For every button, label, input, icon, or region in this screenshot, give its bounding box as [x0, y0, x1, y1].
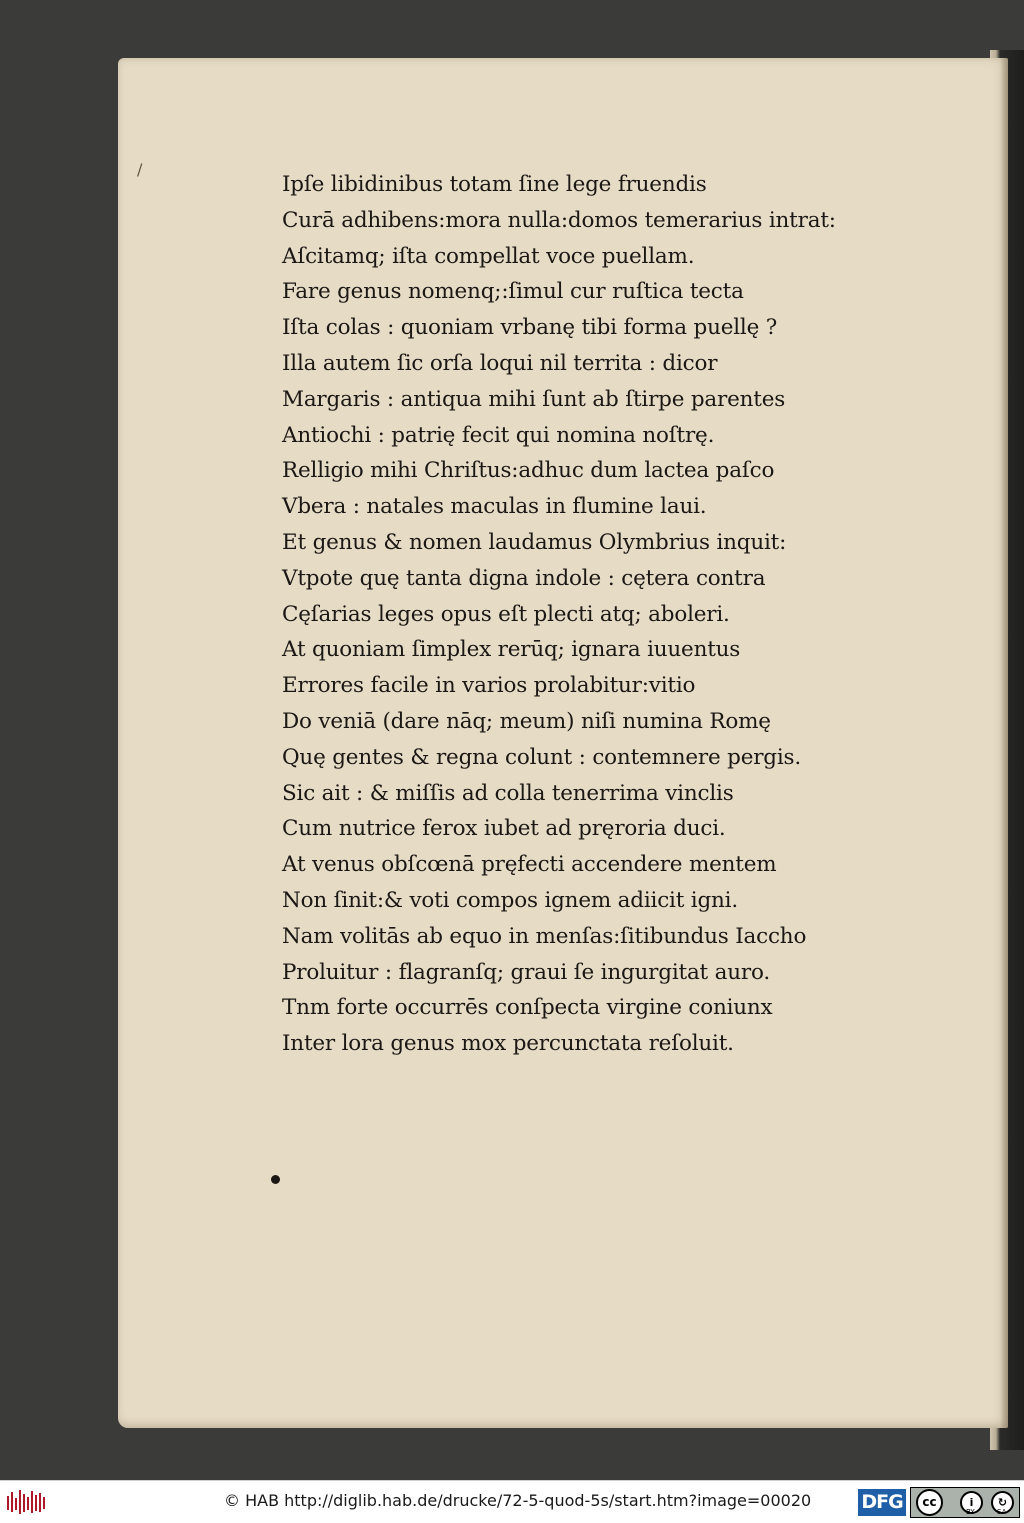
- attribution-link[interactable]: © HAB http://diglib.hab.de/drucke/72-5-quod-5s/start.htm?image=00020: [224, 1491, 812, 1510]
- cc-sa-label: SA: [997, 1508, 1007, 1516]
- verse-line-24: Tnm forte occurrēs conſpecta virgine coniunx: [282, 995, 773, 1021]
- hab-logo-icon: [6, 1488, 48, 1516]
- verse-line-15: Errores facile in varios prolabitur:vitio: [282, 673, 696, 699]
- verse-line-3: Aſcitamq; iſta compellat voce puellam.: [282, 243, 695, 269]
- verse-line-9: Relligio mihi Chriſtus:adhuc dum lactea paſco: [282, 458, 775, 484]
- verse-line-2: Curā adhibens:mora nulla:domos temerarius intrat:: [282, 207, 836, 233]
- verse-line-18: Sic ait : & miſſis ad colla tenerrima vinclis: [282, 780, 734, 806]
- verse-line-17: Quę gentes & regna colunt : contemnere pergis.: [282, 744, 801, 770]
- cc-icon: cc: [916, 1489, 943, 1516]
- verse-line-25: Inter lora genus mox percunctata reſoluit.: [282, 1031, 734, 1057]
- share-alike-icon: ↻: [991, 1491, 1014, 1514]
- ink-dot: [271, 1175, 280, 1184]
- dfg-logo[interactable]: DFG: [858, 1489, 906, 1516]
- verse-line-8: Antiochi : patrię fecit qui nomina noſtrę.: [282, 422, 715, 448]
- verse-line-20: At venus obſcœnā pręfecti accendere mentem: [282, 852, 777, 878]
- cc-by-label: BY: [966, 1508, 975, 1516]
- verse-line-23: Proluitur : flagranſq; graui ſe ingurgitat auro.: [282, 959, 770, 985]
- footer-bar: [0, 1480, 1024, 1523]
- verse-line-22: Nam volitās ab equo in menſas:ſitibundus Iaccho: [282, 923, 807, 949]
- verse-line-21: Non ſinit:& voti compos ignem adiicit igni.: [282, 887, 738, 913]
- verse-line-6: Illa autem ſic orſa loqui nil territa : dicor: [282, 350, 718, 376]
- verse-line-14: At quoniam ſimplex rerūq; ignara iuuentus: [282, 637, 741, 663]
- verse-line-12: Vtpote quę tanta digna indole : cętera contra: [282, 565, 766, 591]
- verse-line-11: Et genus & nomen laudamus Olymbrius inquit:: [282, 529, 787, 555]
- verse-text: [282, 167, 902, 1062]
- verse-line-10: Vbera : natales maculas in flumine laui.: [282, 494, 707, 520]
- verse-line-5: Iſta colas : quoniam vrbanę tibi forma puellę ?: [282, 315, 778, 341]
- verse-line-4: Fare genus nomenq;:ſimul cur ruſtica tecta: [282, 279, 744, 305]
- cc-license-badge[interactable]: [910, 1487, 1020, 1518]
- attribution-icon: i: [960, 1491, 983, 1514]
- verse-line-13: Cęſarias leges opus eſt plecti atq; aboleri.: [282, 601, 730, 627]
- verse-line-1: Ipſe libidinibus totam ſine lege fruendis: [282, 172, 707, 197]
- verse-line-16: Do veniā (dare nāq; meum) niſi numina Romę: [282, 708, 771, 734]
- verse-line-19: Cum nutrice ferox iubet ad pręroria duci.: [282, 816, 726, 842]
- margin-mark: /: [137, 160, 143, 179]
- verse-line-7: Margaris : antiqua mihi ſunt ab ſtirpe parentes: [282, 386, 786, 412]
